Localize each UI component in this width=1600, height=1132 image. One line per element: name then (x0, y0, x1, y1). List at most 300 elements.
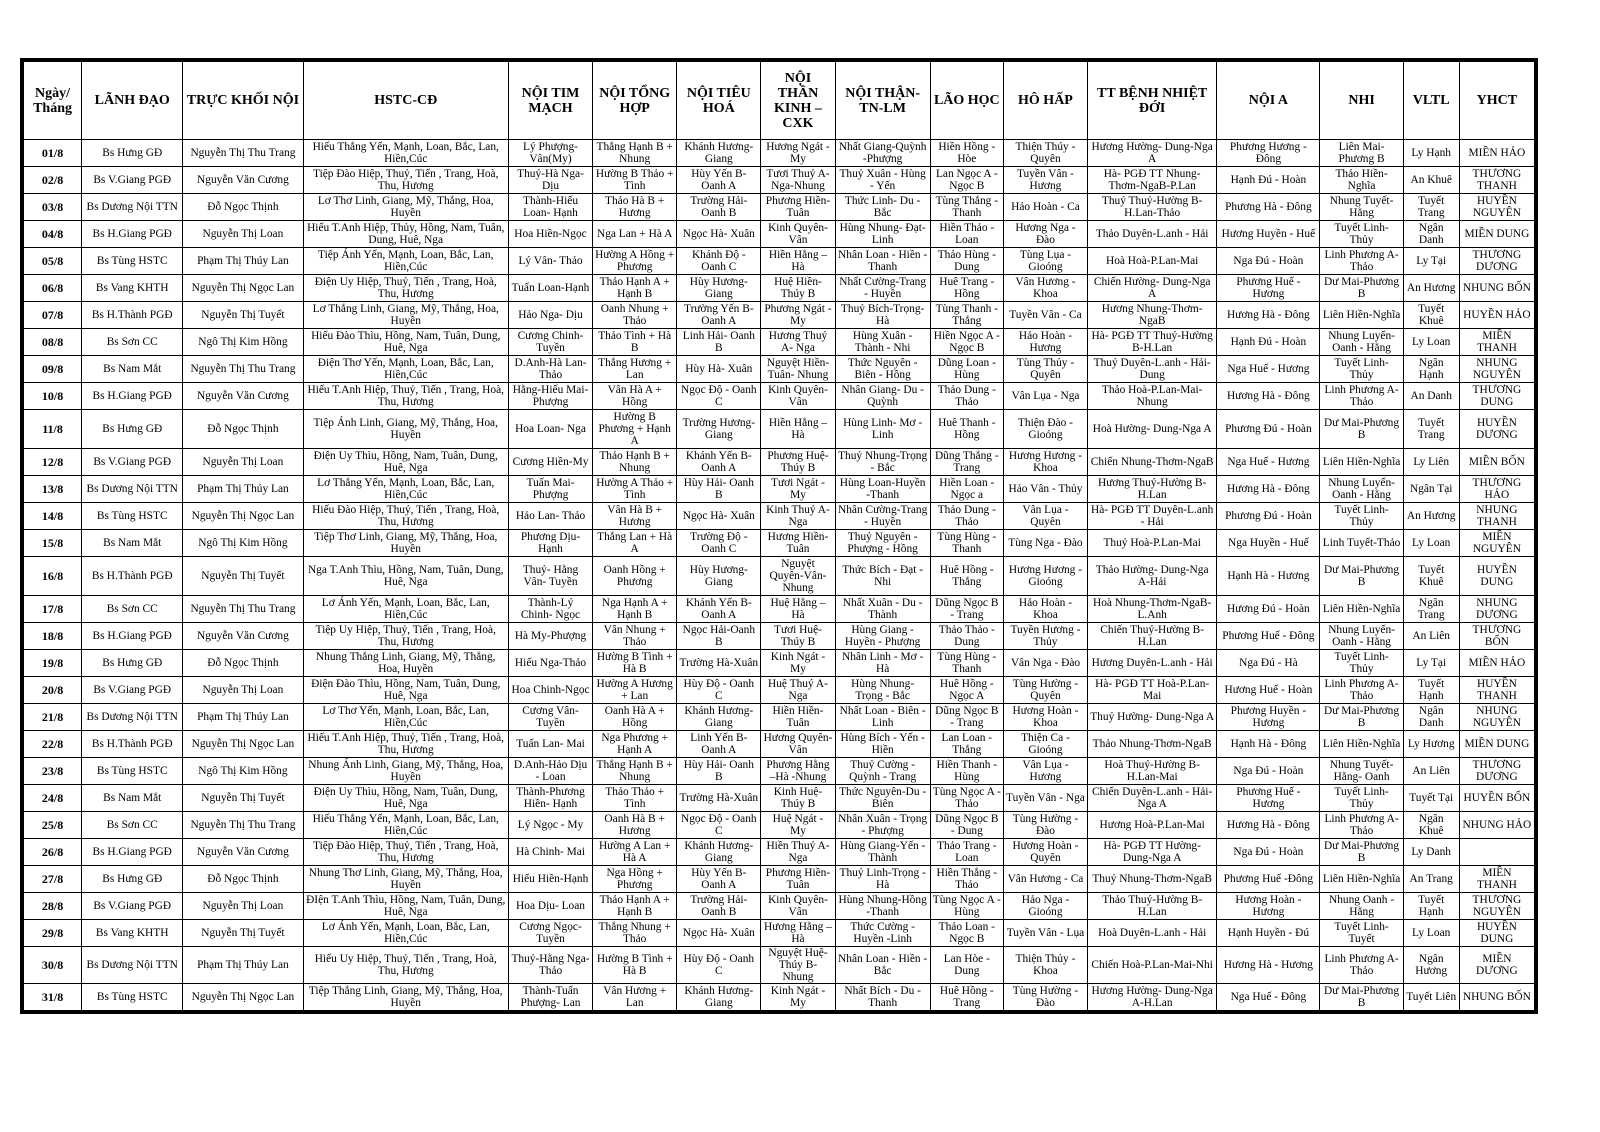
cell-physiotherapy: Tuyết Liên (1403, 984, 1459, 1011)
cell-physiotherapy: An Trang (1403, 866, 1459, 893)
cell-cardiology: Thành-Hiếu Loan- Hạnh (508, 194, 592, 221)
cell-day: 31/8 (24, 984, 82, 1011)
cell-traditional-medicine: MIỀN DUNG (1459, 731, 1534, 758)
cell-tropical-disease: Hà- PGĐ TT Hường-Dung-Nga A (1088, 839, 1217, 866)
cell-nephrology: Hùng Loan-Huyền -Thanh (835, 476, 930, 503)
cell-pediatrics: Dư Mai-Phương B (1320, 704, 1403, 731)
cell-pediatrics: Linh Phương A- Thảo (1320, 248, 1403, 275)
cell-traditional-medicine: THƯƠNG NGUYÊN (1459, 893, 1534, 920)
cell-tropical-disease: Hà- PGĐ TT Thuý-Hường B-H.Lan (1088, 329, 1217, 356)
table-row (24, 596, 1535, 623)
cell-geriatrics: Thảo Loan - Ngọc B (930, 920, 1003, 947)
cell-day: 16/8 (24, 557, 82, 596)
cell-leader: Bs V.Giang PGĐ (82, 893, 183, 920)
cell-tropical-disease: Chiến Nhung-Thơm-NgaB (1088, 449, 1217, 476)
cell-day: 10/8 (24, 383, 82, 410)
cell-day: 07/8 (24, 302, 82, 329)
cell-physiotherapy: An Hương (1403, 503, 1459, 530)
cell-tropical-disease: Hương Duyên-L.anh - Hải (1088, 650, 1217, 677)
cell-pediatrics: Liên Hiền-Nghĩa (1320, 866, 1403, 893)
cell-respiratory: Tùng Nga - Đào (1003, 530, 1087, 557)
cell-internal-a: Phương Hà - Đông (1217, 194, 1320, 221)
cell-internal-a: Hạnh Hà - Đông (1217, 731, 1320, 758)
cell-tropical-disease: Hương Hường- Dung-Nga A (1088, 140, 1217, 167)
cell-internal-a: Phương Hương - Đông (1217, 140, 1320, 167)
cell-on-duty: Nguyễn Thị Thu Trang (183, 140, 303, 167)
cell-respiratory: Tùng Hường - Đào (1003, 812, 1087, 839)
cell-hstc-cd: Nga T.Anh Thìu, Hồng, Nam, Tuân, Dung, Huê, Nga (303, 557, 508, 596)
cell-on-duty: Đỗ Ngọc Thịnh (183, 410, 303, 449)
cell-physiotherapy: Ngân Hương (1403, 947, 1459, 984)
cell-pediatrics: Dư Mai-Phương B (1320, 410, 1403, 449)
cell-cardiology: Tuấn Lan- Mai (508, 731, 592, 758)
cell-pediatrics: Dư Mai-Phương B (1320, 557, 1403, 596)
cell-geriatrics: Thảo Hùng - Dung (930, 248, 1003, 275)
cell-physiotherapy: Ly Hương (1403, 731, 1459, 758)
cell-gastroenterology: Hùy Hải- Oanh B (677, 476, 761, 503)
cell-on-duty: Phạm Thị Thúy Lan (183, 476, 303, 503)
cell-physiotherapy: An Liên (1403, 758, 1459, 785)
cell-day: 29/8 (24, 920, 82, 947)
cell-respiratory: Vân Hương - Ca (1003, 866, 1087, 893)
table-row (24, 194, 1535, 221)
cell-physiotherapy: Ly Loan (1403, 920, 1459, 947)
cell-physiotherapy: Tuyết Trang (1403, 410, 1459, 449)
cell-on-duty: Nguyễn Thị Loan (183, 221, 303, 248)
cell-hstc-cd: Lơ Thơ Yến, Mạnh, Loan, Bắc, Lan, Hiền,Cúc (303, 704, 508, 731)
column-header-traditional-medicine: YHCT (1459, 62, 1534, 140)
cell-hstc-cd: Hiếu Đào Hiệp, Thuỷ, Tiến , Trang, Hoà, Thu, Hương (303, 503, 508, 530)
cell-cardiology: Tuấn Mai-Phượng (508, 476, 592, 503)
cell-on-duty: Nguyễn Văn Cương (183, 167, 303, 194)
table-row (24, 866, 1535, 893)
cell-pediatrics: Dư Mai-Phương B (1320, 839, 1403, 866)
cell-day: 30/8 (24, 947, 82, 984)
cell-cardiology: Thuý-Hà Nga-Dịu (508, 167, 592, 194)
cell-on-duty: Nguyễn Thị Ngọc Lan (183, 984, 303, 1011)
cell-nephrology: Nhất Giang-Quỳnh -Phượng (835, 140, 930, 167)
cell-physiotherapy: Tuyết Hạnh (1403, 893, 1459, 920)
table-row (24, 449, 1535, 476)
cell-hstc-cd: Hiếu Uy Hiệp, Thuỷ, Tiến , Trang, Hoà, Thu, Hương (303, 947, 508, 984)
table-row (24, 167, 1535, 194)
cell-cardiology: Lý Phượng-Vân(My) (508, 140, 592, 167)
cell-hstc-cd: Lơ Thắng Yến, Mạnh, Loan, Bắc, Lan, Hiền,Cúc (303, 476, 508, 503)
cell-geriatrics: Hiền Thảo - Loan (930, 221, 1003, 248)
cell-general-internal: Thảo Hạnh B + Nhung (593, 449, 677, 476)
cell-tropical-disease: Hoà Duyên-L.anh - Hải (1088, 920, 1217, 947)
cell-cardiology: Cương Vân-Tuyền (508, 704, 592, 731)
cell-general-internal: Vân Nhung + Thảo (593, 623, 677, 650)
cell-pediatrics: Linh Phương A- Thảo (1320, 677, 1403, 704)
cell-respiratory: Hảo Vân - Thủy (1003, 476, 1087, 503)
cell-hstc-cd: Nhung Thắng Linh, Giang, Mỹ, Thắng, Hoa, Huyền (303, 650, 508, 677)
cell-leader: Bs Vang KHTH (82, 920, 183, 947)
cell-gastroenterology: Hùy Hà- Xuân (677, 356, 761, 383)
cell-leader: Bs Hưng GĐ (82, 650, 183, 677)
cell-day: 14/8 (24, 503, 82, 530)
cell-on-duty: Nguyễn Thị Loan (183, 449, 303, 476)
cell-cardiology: Hảo Lan- Thảo (508, 503, 592, 530)
cell-gastroenterology: Khánh Độ - Oanh C (677, 248, 761, 275)
cell-tropical-disease: Chiến Thuý-Hường B-H.Lan (1088, 623, 1217, 650)
cell-traditional-medicine: MIỀN NGUYÊN (1459, 530, 1534, 557)
cell-tropical-disease: Thuý Thuỷ-Hường B-H.Lan-Thảo (1088, 194, 1217, 221)
table-row (24, 677, 1535, 704)
cell-physiotherapy: Tuyết Khuê (1403, 557, 1459, 596)
table-row (24, 329, 1535, 356)
cell-on-duty: Nguyễn Thị Ngọc Lan (183, 275, 303, 302)
cell-neurology: Phương Huệ-Thúy B (761, 449, 835, 476)
cell-leader: Bs H.Giang PGĐ (82, 221, 183, 248)
cell-geriatrics: Hiền Thanh - Hùng (930, 758, 1003, 785)
cell-physiotherapy: Ly Loan (1403, 329, 1459, 356)
column-header-hstc-cd: HSTC-CĐ (303, 62, 508, 140)
cell-on-duty: Ngô Thị Kim Hồng (183, 758, 303, 785)
cell-neurology: Phương Hằng –Hà -Nhung (761, 758, 835, 785)
cell-tropical-disease: Thảo Duyên-L.anh - Hải (1088, 221, 1217, 248)
cell-neurology: Huệ Thuý A-Nga (761, 677, 835, 704)
cell-pediatrics: Dư Mai-Phương B (1320, 275, 1403, 302)
column-header-on-duty: TRỰC KHỐI NỘI (183, 62, 303, 140)
cell-internal-a: Phương Huế - Hương (1217, 785, 1320, 812)
cell-pediatrics: Linh Tuyết-Thảo (1320, 530, 1403, 557)
cell-traditional-medicine: THƯƠNG BỐN (1459, 623, 1534, 650)
table-row (24, 839, 1535, 866)
cell-gastroenterology: Ngọc Hà- Xuân (677, 503, 761, 530)
cell-neurology: Hương Hằng –Hà (761, 920, 835, 947)
cell-day: 02/8 (24, 167, 82, 194)
table-row (24, 221, 1535, 248)
cell-tropical-disease: Hà- PGĐ TT Nhung-Thơm-NgaB-P.Lan (1088, 167, 1217, 194)
cell-leader: Bs V.Giang PGĐ (82, 677, 183, 704)
cell-cardiology: Hảo Nga- Dịu (508, 302, 592, 329)
column-header-internal-a: NỘI A (1217, 62, 1320, 140)
cell-geriatrics: Lan Hòe - Dung (930, 947, 1003, 984)
cell-general-internal: Nga Hạnh A + Hạnh B (593, 596, 677, 623)
cell-day: 03/8 (24, 194, 82, 221)
cell-respiratory: Thiện Thúy - Quyên (1003, 140, 1087, 167)
cell-hstc-cd: Lơ Ánh Yến, Mạnh, Loan, Bắc, Lan, Hiền,Cúc (303, 920, 508, 947)
cell-physiotherapy: Tuyết Tại (1403, 785, 1459, 812)
cell-geriatrics: Thảo Trang - Loan (930, 839, 1003, 866)
cell-traditional-medicine (1459, 839, 1534, 866)
cell-internal-a: Hương Hà - Đông (1217, 302, 1320, 329)
cell-leader: Bs V.Giang PGĐ (82, 167, 183, 194)
cell-general-internal: Hường A Lan + Hà A (593, 839, 677, 866)
cell-day: 08/8 (24, 329, 82, 356)
cell-gastroenterology: Hùy Hương-Giang (677, 275, 761, 302)
cell-day: 11/8 (24, 410, 82, 449)
table-row (24, 758, 1535, 785)
cell-tropical-disease: Chiến Duyên-L.anh - Hải-Nga A (1088, 785, 1217, 812)
duty-roster-table (23, 61, 1535, 1011)
cell-respiratory: Vân Lụa - Hương (1003, 758, 1087, 785)
cell-geriatrics: Dũng Loan - Hùng (930, 356, 1003, 383)
cell-traditional-medicine: MIỀN DUNG (1459, 221, 1534, 248)
cell-geriatrics: Huê Trang - Hồng (930, 275, 1003, 302)
cell-physiotherapy: An Khuê (1403, 167, 1459, 194)
cell-nephrology: Hùng Bích - Yến - Hiền (835, 731, 930, 758)
table-row (24, 356, 1535, 383)
cell-neurology: Hương Thuý A- Nga (761, 329, 835, 356)
cell-nephrology: Nhất Bích - Du - Thanh (835, 984, 930, 1011)
cell-leader: Bs Tùng HSTC (82, 248, 183, 275)
cell-cardiology: Thuỷ- Hằng Vân- Tuyền (508, 557, 592, 596)
cell-geriatrics: Tùng Hùng - Thanh (930, 650, 1003, 677)
cell-gastroenterology: Trường Hải-Oanh B (677, 893, 761, 920)
cell-nephrology: Thức Nguyên - Biên - Hồng (835, 356, 930, 383)
cell-cardiology: Tuấn Loan-Hạnh (508, 275, 592, 302)
cell-day: 06/8 (24, 275, 82, 302)
cell-leader: Bs H.Thành PGĐ (82, 302, 183, 329)
cell-internal-a: Nga Huyền - Huế (1217, 530, 1320, 557)
cell-respiratory: Vân Lụa - Nga (1003, 383, 1087, 410)
table-row (24, 248, 1535, 275)
cell-geriatrics: Tùng Ngọc A - Hùng (930, 893, 1003, 920)
table-body (24, 140, 1535, 1011)
cell-gastroenterology: Hùy Yến B-Oanh A (677, 167, 761, 194)
cell-gastroenterology: Trường Hương-Giang (677, 410, 761, 449)
cell-general-internal: Hường B Tình + Hà B (593, 947, 677, 984)
cell-nephrology: Nhân Loan - Hiền -Bắc (835, 947, 930, 984)
cell-day: 13/8 (24, 476, 82, 503)
cell-leader: Bs Tùng HSTC (82, 984, 183, 1011)
cell-hstc-cd: Hiếu T.Anh Hiệp, Thuỷ, Tiến , Trang, Hoà, Thu, Hương (303, 731, 508, 758)
cell-tropical-disease: Hương Hoà-P.Lan-Mai (1088, 812, 1217, 839)
cell-tropical-disease: Hoà Nhung-Thơm-NgaB-L.Anh (1088, 596, 1217, 623)
cell-physiotherapy: Ngân Danh (1403, 704, 1459, 731)
cell-general-internal: Thảo Hạnh A + Hạnh B (593, 275, 677, 302)
cell-traditional-medicine: NHUNG BỐN (1459, 275, 1534, 302)
cell-cardiology: Thành-Lý Chinh- Ngọc (508, 596, 592, 623)
cell-general-internal: Thảo Hà B + Hương (593, 194, 677, 221)
cell-traditional-medicine: THƯƠNG DUNG (1459, 383, 1534, 410)
cell-nephrology: Nhất Cường-Trang - Huyền (835, 275, 930, 302)
cell-neurology: Kinh Ngát - My (761, 984, 835, 1011)
cell-traditional-medicine: HUYỀN DUNG (1459, 920, 1534, 947)
cell-hstc-cd: Tiệp Đào Hiệp, Thuỷ, Tiến , Trang, Hoà, Thu, Hương (303, 839, 508, 866)
cell-hstc-cd: Nhung Thơ Linh, Giang, Mỹ, Thắng, Hoa, Huyền (303, 866, 508, 893)
cell-gastroenterology: Trường Hà-Xuân (677, 650, 761, 677)
cell-on-duty: Nguyễn Thị Tuyết (183, 785, 303, 812)
cell-respiratory: Tuyền Vân - Hương (1003, 167, 1087, 194)
cell-internal-a: Phương Huyền - Hương (1217, 704, 1320, 731)
cell-gastroenterology: Khánh Hương-Giang (677, 140, 761, 167)
cell-general-internal: Hường A Hồng + Phương (593, 248, 677, 275)
cell-internal-a: Nga Đú - Hà (1217, 650, 1320, 677)
cell-on-duty: Nguyễn Thị Thu Trang (183, 356, 303, 383)
cell-respiratory: Hương Hương - Gioóng (1003, 557, 1087, 596)
table-row (24, 947, 1535, 984)
cell-geriatrics: Lan Loan - Thắng (930, 731, 1003, 758)
cell-physiotherapy: Ly Danh (1403, 839, 1459, 866)
cell-physiotherapy: Ly Tại (1403, 650, 1459, 677)
cell-day: 15/8 (24, 530, 82, 557)
cell-general-internal: Hường A Thảo + Tình (593, 476, 677, 503)
cell-pediatrics: Linh Phương A- Thảo (1320, 812, 1403, 839)
cell-gastroenterology: Ngọc Độ - Oanh C (677, 383, 761, 410)
cell-hstc-cd: Tiệp Đào Hiệp, Thuỷ, Tiến , Trang, Hoà, Thu, Hương (303, 167, 508, 194)
cell-leader: Bs H.Giang PGĐ (82, 383, 183, 410)
cell-geriatrics: Thảo Thảo - Dung (930, 623, 1003, 650)
cell-internal-a: Nga Đú - Hoàn (1217, 839, 1320, 866)
cell-respiratory: Hương Hoàn - Quyên (1003, 839, 1087, 866)
cell-physiotherapy: Ly Hạnh (1403, 140, 1459, 167)
cell-neurology: Kinh Thuý A-Nga (761, 503, 835, 530)
cell-internal-a: Hương Hà - Đông (1217, 476, 1320, 503)
cell-respiratory: Tuyền Hương - Thủy (1003, 623, 1087, 650)
cell-nephrology: Hùng Giang - Huyền - Phượng (835, 623, 930, 650)
cell-respiratory: Hương Hoàn - Khoa (1003, 704, 1087, 731)
cell-day: 24/8 (24, 785, 82, 812)
cell-neurology: Hương Quyên-Vân (761, 731, 835, 758)
cell-nephrology: Nhân Cường-Trang - Huyền (835, 503, 930, 530)
cell-respiratory: Hảo Hoàn - Hương (1003, 329, 1087, 356)
cell-gastroenterology: Khánh Yến B-Oanh A (677, 449, 761, 476)
cell-tropical-disease: Thảo Hường- Dung-Nga A-Hải (1088, 557, 1217, 596)
cell-nephrology: Hùng Xuân - Thành - Nhi (835, 329, 930, 356)
column-header-respiratory: HÔ HẤP (1003, 62, 1087, 140)
cell-hstc-cd: Tiệp Ánh Linh, Giang, Mỹ, Thắng, Hoa, Huyền (303, 410, 508, 449)
cell-gastroenterology: Hùy Hương-Giang (677, 557, 761, 596)
cell-nephrology: Thuỷ Nguyên - Phượng - Hồng (835, 530, 930, 557)
cell-general-internal: Oanh Nhung + Thảo (593, 302, 677, 329)
cell-neurology: Nguyệt Quyên-Vân-Nhung (761, 557, 835, 596)
cell-nephrology: Thức Nguyên-Du -Biên (835, 785, 930, 812)
cell-leader: Bs Dương Nội TTN (82, 194, 183, 221)
cell-neurology: Tươi Huệ-Thúy B (761, 623, 835, 650)
cell-pediatrics: Tuyết Linh-Thủy (1320, 356, 1403, 383)
cell-nephrology: Hùng Nhung-Trọng - Bắc (835, 677, 930, 704)
cell-leader: Bs Nam Mắt (82, 356, 183, 383)
cell-neurology: Kinh Ngát - My (761, 650, 835, 677)
cell-hstc-cd: Điện Uy Hiệp, Thuỷ, Tiến , Trang, Hoà, Thu, Hương (303, 275, 508, 302)
cell-respiratory: Vân Lụa - Quyên (1003, 503, 1087, 530)
cell-hstc-cd: Tiệp Ánh Yến, Mạnh, Loan, Bắc, Lan, Hiền,Cúc (303, 248, 508, 275)
cell-on-duty: Nguyễn Văn Cương (183, 839, 303, 866)
cell-gastroenterology: Hùy Yến B-Oanh A (677, 866, 761, 893)
cell-respiratory: Tuyền Vân - Nga (1003, 785, 1087, 812)
cell-cardiology: D.Anh-Hảo Dịu - Loan (508, 758, 592, 785)
cell-hstc-cd: Lơ Thơ Linh, Giang, Mỹ, Thắng, Hoa, Huyền (303, 194, 508, 221)
cell-neurology: Tươi Ngát - My (761, 476, 835, 503)
cell-general-internal: Thắng Hạnh B + Nhung (593, 140, 677, 167)
cell-cardiology: Hoa Loan- Nga (508, 410, 592, 449)
cell-pediatrics: Nhung Tuyết-Hằng (1320, 194, 1403, 221)
cell-cardiology: Phương Dịu-Hạnh (508, 530, 592, 557)
cell-geriatrics: Tùng Hùng - Thanh (930, 530, 1003, 557)
cell-respiratory: Vân Nga - Đào (1003, 650, 1087, 677)
cell-cardiology: D.Anh-Hà Lan-Thảo (508, 356, 592, 383)
cell-day: 01/8 (24, 140, 82, 167)
cell-on-duty: Nguyễn Thị Loan (183, 893, 303, 920)
cell-gastroenterology: Khánh Hương-Giang (677, 839, 761, 866)
cell-general-internal: Nga Hồng + Phương (593, 866, 677, 893)
cell-internal-a: Nga Đú - Hoàn (1217, 248, 1320, 275)
cell-leader: Bs H.Thành PGĐ (82, 731, 183, 758)
cell-gastroenterology: Hùy Hải- Oanh B (677, 758, 761, 785)
cell-traditional-medicine: NHUNG BỐN (1459, 984, 1534, 1011)
cell-general-internal: Thảo Thảo + Tình (593, 785, 677, 812)
cell-gastroenterology: Ngọc Hải-Oanh B (677, 623, 761, 650)
cell-nephrology: Nhân Giang- Du - Quỳnh (835, 383, 930, 410)
cell-leader: Bs Tùng HSTC (82, 758, 183, 785)
cell-day: 25/8 (24, 812, 82, 839)
cell-cardiology: Cương Ngọc-Tuyền (508, 920, 592, 947)
cell-physiotherapy: An Liên (1403, 623, 1459, 650)
column-header-gastroenterology: NỘI TIÊU HOÁ (677, 62, 761, 140)
cell-geriatrics: Hiền Hồng - Hòe (930, 140, 1003, 167)
cell-physiotherapy: Ngân Trang (1403, 596, 1459, 623)
cell-internal-a: Hương Hà - Đông (1217, 383, 1320, 410)
column-header-day: Ngày/ Tháng (24, 62, 82, 140)
cell-neurology: Tươi Thuý A-Nga-Nhung (761, 167, 835, 194)
cell-physiotherapy: Tuyết Hạnh (1403, 677, 1459, 704)
cell-nephrology: Thuỷ Bích-Trọng- Hà (835, 302, 930, 329)
cell-physiotherapy: Tuyết Trang (1403, 194, 1459, 221)
cell-cardiology: Thành-Tuấn Phượng- Lan (508, 984, 592, 1011)
cell-neurology: Hiền Thuý A-Nga (761, 839, 835, 866)
column-header-general-internal: NỘI TỔNG HỢP (593, 62, 677, 140)
table-row (24, 383, 1535, 410)
cell-tropical-disease: Hoà Hường- Dung-Nga A (1088, 410, 1217, 449)
cell-gastroenterology: Hùy Độ - Oanh C (677, 947, 761, 984)
cell-neurology: Hiền Hiền-Tuân (761, 704, 835, 731)
cell-on-duty: Nguyễn Thị Tuyết (183, 302, 303, 329)
cell-hstc-cd: Lơ Thắng Linh, Giang, Mỹ, Thắng, Hoa, Huyền (303, 302, 508, 329)
cell-geriatrics: Dũng Ngọc B - Trang (930, 596, 1003, 623)
cell-internal-a: Phương Huế -Đông (1217, 866, 1320, 893)
cell-traditional-medicine: MIỀN HẢO (1459, 140, 1534, 167)
cell-pediatrics: Liên Mai-Phương B (1320, 140, 1403, 167)
cell-day: 04/8 (24, 221, 82, 248)
cell-respiratory: Thiện Thủy - Khoa (1003, 947, 1087, 984)
cell-pediatrics: Tuyết Linh-Thủy (1320, 221, 1403, 248)
cell-neurology: Nguyệt Huệ-Thúy B-Nhung (761, 947, 835, 984)
cell-day: 26/8 (24, 839, 82, 866)
cell-day: 27/8 (24, 866, 82, 893)
cell-general-internal: Oanh Hà B + Hương (593, 812, 677, 839)
cell-day: 05/8 (24, 248, 82, 275)
cell-general-internal: Hường B Thảo + Tình (593, 167, 677, 194)
cell-day: 17/8 (24, 596, 82, 623)
cell-gastroenterology: Ngọc Hà- Xuân (677, 221, 761, 248)
table-row (24, 623, 1535, 650)
cell-internal-a: Nga Đú - Hoàn (1217, 758, 1320, 785)
cell-gastroenterology: Khánh Hương-Giang (677, 984, 761, 1011)
cell-pediatrics: Dư Mai-Phương B (1320, 984, 1403, 1011)
cell-tropical-disease: Thuỷ Nhung-Thơm-NgaB (1088, 866, 1217, 893)
cell-internal-a: Hương Đú - Hoàn (1217, 596, 1320, 623)
table-row (24, 140, 1535, 167)
cell-on-duty: Ngô Thị Kim Hồng (183, 530, 303, 557)
cell-day: 19/8 (24, 650, 82, 677)
cell-pediatrics: Liên Hiền-Nghĩa (1320, 731, 1403, 758)
cell-internal-a: Phương Đú - Hoàn (1217, 503, 1320, 530)
cell-day: 20/8 (24, 677, 82, 704)
cell-gastroenterology: Khánh Yến B-Oanh A (677, 596, 761, 623)
cell-internal-a: Nga Huế - Hương (1217, 356, 1320, 383)
cell-day: 23/8 (24, 758, 82, 785)
table-row (24, 731, 1535, 758)
cell-nephrology: Thuỷ Linh-Trọng - Hà (835, 866, 930, 893)
cell-tropical-disease: Hương Thuý-Hường B-H.Lan (1088, 476, 1217, 503)
cell-respiratory: Tùng Hường - Đào (1003, 984, 1087, 1011)
cell-traditional-medicine: NHUNG NGUYÊN (1459, 356, 1534, 383)
cell-leader: Bs Tùng HSTC (82, 503, 183, 530)
cell-nephrology: Thức Bích - Đạt - Nhi (835, 557, 930, 596)
